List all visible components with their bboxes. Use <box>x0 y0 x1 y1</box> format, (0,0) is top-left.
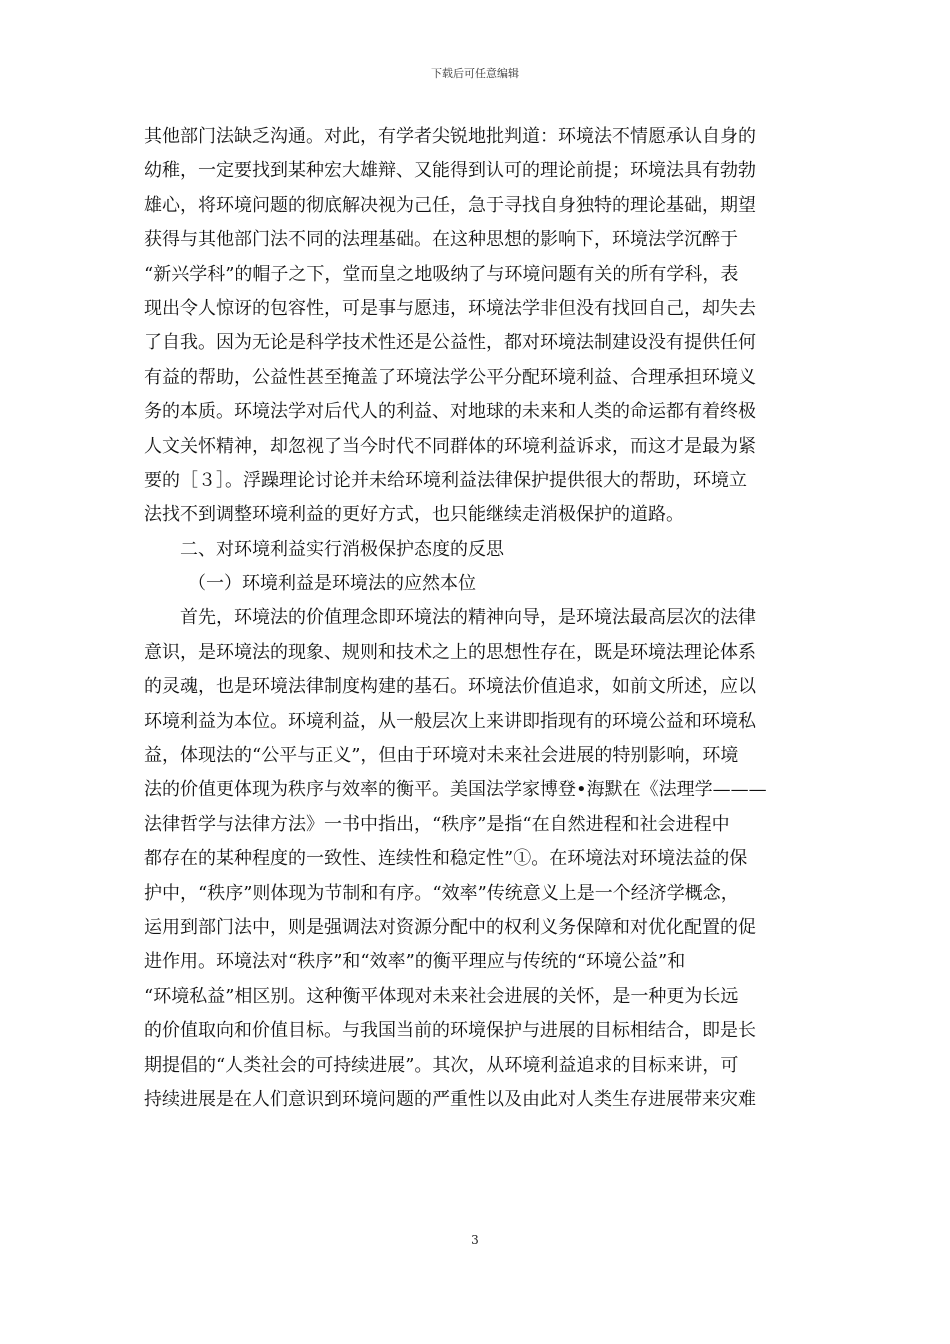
page-header: 下载后可任意编辑 <box>431 67 519 80</box>
text-line: 法律哲学与法律方法》一书中指出，“秩序”是指“在自然进程和社会进程中 <box>144 813 730 835</box>
text-line: 意识，是环境法的现象、规则和技术之上的思想性存在，既是环境法理论体系 <box>144 641 756 663</box>
text-line: 雄心，将环境问题的彻底解决视为己任，急于寻找自身独特的理论基础，期望 <box>144 194 756 216</box>
text-line: 其他部门法缺乏沟通。对此，有学者尖锐地批判道：环境法不情愿承认自身的 <box>144 126 756 147</box>
text-line: 进作用。环境法对“秩序”和“效率”的衡平理应与传统的“环境公益”和 <box>144 951 686 973</box>
text-line: 的灵魂，也是环境法律制度构建的基石。环境法价值追求，如前文所述，应以 <box>144 676 756 698</box>
text-line: 幼稚，一定要找到某种宏大雄辩、又能得到认可的理论前提；环境法具有勃勃 <box>144 160 756 182</box>
page-number: 3 <box>471 1233 479 1247</box>
text-line: 的价值取向和价值目标。与我国当前的环境保护与进展的目标相结合，即是长 <box>144 1020 756 1042</box>
text-line: 期提倡的“人类社会的可持续进展”。其次，从环境利益追求的目标来讲，可 <box>144 1054 739 1076</box>
text-line: 法的价值更体现为秩序与效率的衡平。美国法学家博登•海默在《法理学——— <box>144 779 767 801</box>
text-line: 法找不到调整环境利益的更好方式，也只能继续走消极保护的道路。 <box>144 504 684 526</box>
text-line: 了自我。因为无论是科学技术性还是公益性，都对环境法制建设没有提供任何 <box>144 332 756 354</box>
text-line: 人文关怀精神，却忽视了当今时代不同群体的环境利益诉求，而这才是最为紧 <box>144 435 756 457</box>
document-body <box>144 120 812 1117</box>
text-line: “新兴学科”的帽子之下，堂而皇之地吸纳了与环境问题有关的所有学科，表 <box>144 263 739 285</box>
text-line: 环境利益为本位。环境利益，从一般层次上来讲即指现有的环境公益和环境私 <box>144 710 756 732</box>
text-line: 首先，环境法的价值理念即环境法的精神向导，是环境法最高层次的法律 <box>180 607 756 629</box>
text-line: 益，体现法的“公平与正义”，但由于环境对未来社会进展的特别影响，环境 <box>144 745 739 767</box>
text-line: 护中，“秩序”则体现为节制和有序。“效率”传统意义上是一个经济学概念， <box>144 882 739 904</box>
subsection-heading: （一）环境利益是环境法的应然本位 <box>188 573 476 595</box>
text-line: 务的本质。环境法学对后代人的利益、对地球的未来和人类的命运都有着终极 <box>144 401 756 423</box>
text-line: 要的［３］。浮躁理论讨论并未给环境利益法律保护提供很大的帮助，环境立 <box>144 469 747 491</box>
text-line: 都存在的某种程度的一致性、连续性和稳定性”①。在环境法对环境法益的保 <box>144 848 748 870</box>
text-line: 运用到部门法中，则是强调法对资源分配中的权利义务保障和对优化配置的促 <box>144 916 756 938</box>
text-line: 持续进展是在人们意识到环境问题的严重性以及由此对人类生存进展带来灾难 <box>144 1088 756 1110</box>
text-line: 获得与其他部门法不同的法理基础。在这种思想的影响下，环境法学沉醉于 <box>144 229 738 251</box>
section-heading: 二、对环境利益实行消极保护态度的反思 <box>180 538 504 560</box>
text-line: “环境私益”相区别。这种衡平体现对未来社会进展的关怀，是一种更为长远 <box>144 985 739 1007</box>
text-line: 现出令人惊讶的包容性，可是事与愿违，环境法学非但没有找回自己，却失去 <box>144 297 756 319</box>
text-line: 有益的帮助，公益性甚至掩盖了环境法学公平分配环境利益、合理承担环境义 <box>144 366 756 388</box>
